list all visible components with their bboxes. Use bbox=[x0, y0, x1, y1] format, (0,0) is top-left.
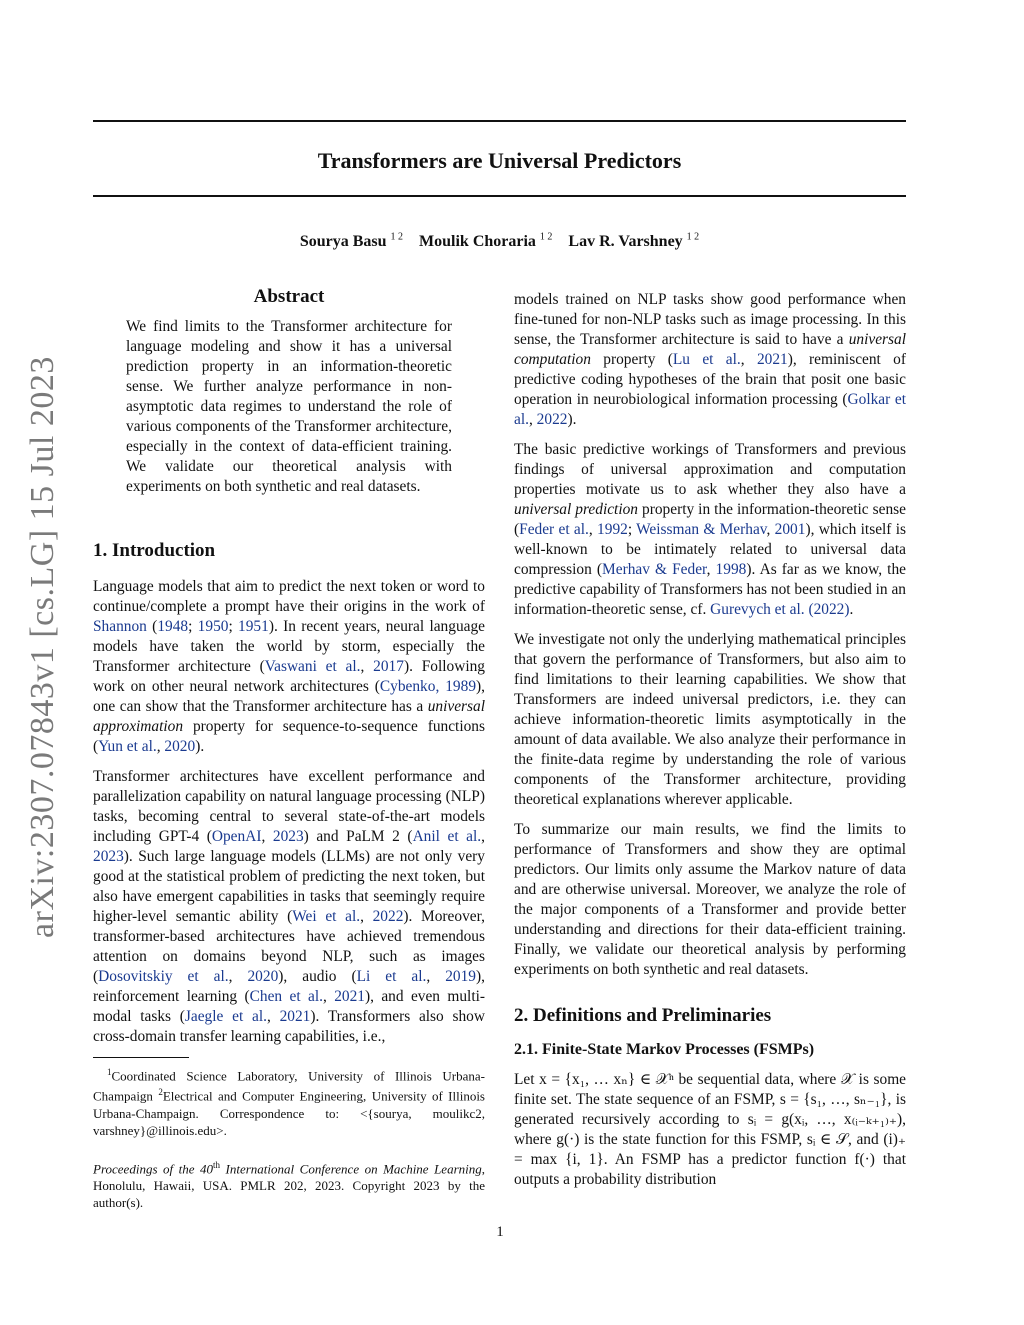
text: ) and PaLM 2 ( bbox=[303, 828, 413, 845]
text: ). Transformers also show cross-domain transfer learning capabilities, i.e., bbox=[93, 1008, 485, 1045]
text: property ( bbox=[590, 351, 673, 368]
citation-link[interactable]: 2019 bbox=[445, 968, 476, 985]
text: ), reminiscent of predictive coding hypotheses of the brain that posit one basic operation in neurobiological information processing ( bbox=[514, 351, 906, 408]
citation-link[interactable]: Cybenko, 1989 bbox=[379, 678, 477, 695]
math: s = {s₁, …, sₙ₋₁} bbox=[779, 1091, 888, 1108]
paper-title: Transformers are Universal Predictors bbox=[317, 148, 682, 173]
citation-link[interactable]: Dosovitskiy et al. bbox=[98, 968, 229, 985]
text: , bbox=[360, 658, 374, 675]
text: Electrical and Computer Engineering, University of Illinois Urbana-Champaign. Correspondence to: <{sourya, moulikc2, varshney}@illinois.edu>. bbox=[93, 1088, 485, 1138]
text: is some finite set. The state sequence of an FSMP, bbox=[514, 1071, 906, 1108]
citation-link[interactable]: 2021 bbox=[279, 1008, 311, 1025]
math: (i)₊ = max {i, 1} bbox=[514, 1131, 907, 1168]
citation-link[interactable]: Vaswani et al. bbox=[264, 658, 361, 675]
left-column bbox=[93, 287, 485, 1211]
text: . bbox=[849, 601, 854, 618]
text: property for sequence-to-sequence functions ( bbox=[93, 718, 485, 755]
math: sᵢ = g(xᵢ, …, x₍ᵢ₋ₖ₊₁₎₊) bbox=[747, 1111, 903, 1128]
citation-link[interactable]: 1948 bbox=[157, 618, 189, 635]
author-affiliation: 1 2 bbox=[390, 232, 404, 243]
citation-link[interactable]: Chen et al. bbox=[249, 988, 323, 1005]
footnote-mark: 1 bbox=[107, 1067, 112, 1077]
author bbox=[300, 233, 403, 250]
citation-link[interactable]: OpenAI bbox=[211, 828, 262, 845]
text: be sequential data, where bbox=[673, 1071, 841, 1088]
author bbox=[419, 233, 552, 250]
text: , bbox=[740, 351, 757, 368]
citation-link[interactable]: Gurevych et al. bbox=[710, 601, 805, 618]
footnote-rule bbox=[93, 1057, 189, 1058]
author-affiliation: 1 2 bbox=[539, 232, 553, 243]
text: , is generated recursively according to bbox=[514, 1091, 907, 1128]
citation-link[interactable]: 2022 bbox=[536, 411, 568, 428]
intro-paragraph-4 bbox=[514, 440, 906, 620]
citation-link[interactable]: Golkar et al. bbox=[514, 391, 907, 428]
intro-paragraph-2 bbox=[93, 767, 485, 1047]
page-number: 1 bbox=[496, 1224, 504, 1240]
intro-paragraph-5: We investigate not only the underlying mathematical principles that govern the performance of Transformers, but also aim to find limitations to their learning capabilities. We show that Transformers are indeed universal predictors, i.e. they can achieve information-theoretic limits asymptotically in the amount of data available. We also analyze their performance in the finite-data regime by understanding the role of various components of the Transformer architecture, providing theoretical explanations wherever applicable. bbox=[514, 631, 906, 808]
author-affiliation: 1 2 bbox=[686, 232, 700, 243]
text: , bbox=[360, 908, 373, 925]
text: , and bbox=[847, 1131, 884, 1148]
text: that outputs a probability distribution bbox=[514, 1151, 906, 1188]
text: , bbox=[261, 828, 273, 845]
arxiv-identifier-stamp: arXiv:2307.07843v1 [cs.LG] 15 Jul 2023 bbox=[24, 356, 61, 938]
citation-link[interactable]: 1998 bbox=[715, 561, 747, 578]
citation-link[interactable]: 2021 bbox=[756, 351, 788, 368]
text: ; bbox=[188, 618, 198, 635]
text: , bbox=[706, 561, 716, 578]
text: The basic predictive workings of Transformers and previous findings of universal approximation and computation properties motivate us to ask whether they also have a bbox=[514, 441, 906, 498]
citation-link[interactable]: 2023 bbox=[272, 828, 304, 845]
text: is the state function for this FSMP, bbox=[579, 1131, 807, 1148]
citation-link[interactable]: Merhav & Feder bbox=[602, 561, 707, 578]
emphasis: universal approximation bbox=[93, 698, 485, 735]
fsmp-paragraph bbox=[514, 1070, 906, 1190]
citation-link[interactable]: Anil et al. bbox=[412, 828, 482, 845]
superscript: th bbox=[213, 1159, 221, 1170]
fsmp-subheading: 2.1. Finite-State Markov Processes (FSMPs) bbox=[514, 1041, 815, 1058]
text: ). In recent years, neural language models have taken the world by storm, especially the Transformer architecture ( bbox=[93, 618, 486, 675]
text: ), reinforcement learning ( bbox=[93, 968, 485, 1005]
text: ). As far as we know, the predictive capability of Transformers has not been studied in an information-theoretic sense, cf. bbox=[514, 561, 906, 618]
text: Transformer architectures have excellent performance and parallelization capability on natural language processing (NLP) tasks, becoming central to several state-of-the-art models including GPT-4 ( bbox=[93, 768, 485, 845]
intro-paragraph-3 bbox=[514, 290, 906, 430]
citation-link[interactable]: Jaegle et al. bbox=[184, 1008, 267, 1025]
abstract-heading: Abstract bbox=[253, 286, 325, 307]
proceedings-note bbox=[93, 1157, 485, 1211]
emphasis: universal prediction bbox=[514, 501, 638, 518]
title-bottom-rule bbox=[93, 195, 906, 197]
text: ). Such large language models (LLMs) are not only very good at the statistical problem of predicting the next token, but also have emergent capabilities in tasks that seemingly require higher-level semantic ability ( bbox=[93, 848, 485, 925]
citation-link[interactable]: 2017 bbox=[373, 658, 404, 675]
emphasis: Proceedings of the 40 bbox=[93, 1160, 214, 1176]
math: 𝒳 bbox=[840, 1071, 855, 1088]
citation-link[interactable]: Weissman & Merhav bbox=[636, 521, 767, 538]
author-list bbox=[93, 232, 906, 251]
citation-link[interactable]: Lu et al. bbox=[672, 351, 741, 368]
text: , bbox=[266, 1008, 280, 1025]
text: ), and even multi-modal tasks ( bbox=[93, 988, 486, 1025]
citation-link[interactable]: Shannon bbox=[93, 618, 147, 635]
text: , where bbox=[514, 1111, 906, 1148]
emphasis: International Conference on Machine Learning bbox=[220, 1160, 482, 1176]
title-top-rule bbox=[93, 120, 906, 122]
right-column bbox=[514, 290, 906, 1200]
citation-link[interactable]: 2001 bbox=[774, 521, 806, 538]
text: . An FSMP has a predictor function bbox=[603, 1151, 855, 1168]
affiliation-footnote bbox=[93, 1064, 485, 1139]
text: ). Moreover, transformer-based architectures have achieved tremendous attention on domains beyond NLP, such as images ( bbox=[93, 908, 485, 985]
text: , bbox=[766, 521, 775, 538]
math: sᵢ ∈ 𝒮 bbox=[806, 1131, 848, 1148]
text: , Honolulu, Hawaii, USA. PMLR 202, 2023. Copyright 2023 by the author(s). bbox=[93, 1160, 485, 1210]
text: ), which itself is well-known to be intimately related to universal data compression ( bbox=[514, 521, 906, 578]
text: models trained on NLP tasks show good performance when fine-tuned for non-NLP tasks such as image processing. In this sense, the Transformer architecture is said to have a bbox=[514, 291, 906, 348]
citation-link[interactable]: Yun et al. bbox=[98, 738, 157, 755]
math: f(·) bbox=[854, 1151, 875, 1168]
text: , bbox=[481, 828, 485, 845]
text: ), one can show that the Transformer architecture has a bbox=[93, 678, 485, 715]
text: ( bbox=[146, 618, 158, 635]
citation-link[interactable]: (2022) bbox=[808, 601, 850, 618]
intro-paragraph-6: To summarize our main results, we find the limits to performance of Transformers and show they are optimal predictors. Our limits only assume the Markov nature of data and are otherwise universal. Moreover, we analyze the role of the major components of a Transformer and provide better understanding and directions for their data-efficient training. Finally, we validate our theoretical analysis by performing experiments on both synthetic and real datasets. bbox=[514, 821, 906, 978]
introduction-heading: 1. Introduction bbox=[93, 540, 216, 561]
text: ). bbox=[195, 738, 205, 755]
definitions-heading: 2. Definitions and Preliminaries bbox=[514, 1005, 772, 1026]
citation-link[interactable]: 2021 bbox=[334, 988, 365, 1005]
text: Language models that aim to predict the next token or word to continue/complete a prompt have their origins in the work of bbox=[93, 578, 485, 615]
text: ). bbox=[567, 411, 577, 428]
text: ), audio ( bbox=[278, 968, 357, 985]
footnote-mark: 2 bbox=[158, 1087, 163, 1098]
emphasis: universal computation bbox=[514, 331, 906, 368]
text: ; bbox=[228, 618, 239, 635]
text: ). Following work on other neural network architectures ( bbox=[93, 658, 485, 695]
text: Let bbox=[514, 1071, 540, 1088]
citation-link[interactable]: 2020 bbox=[247, 968, 279, 985]
citation-link[interactable]: 2023 bbox=[93, 848, 124, 865]
intro-paragraph-1 bbox=[93, 577, 485, 757]
math: x = {x₁, … xₙ} ∈ 𝒳ⁿ bbox=[539, 1071, 674, 1088]
text: property in the information-theoretic sense ( bbox=[514, 501, 906, 538]
citation-link[interactable]: 1951 bbox=[238, 618, 269, 635]
text: Coordinated Science Laboratory, University of Illinois Urbana-Champaign bbox=[93, 1068, 485, 1104]
citation-link[interactable]: Li et al. bbox=[356, 968, 427, 985]
author bbox=[568, 233, 699, 250]
citation-link[interactable]: 2020 bbox=[164, 738, 196, 755]
citation-link[interactable]: Wei et al. bbox=[292, 908, 361, 925]
text: , bbox=[588, 521, 598, 538]
author-name: Lav R. Varshney bbox=[568, 233, 683, 251]
text: ; bbox=[627, 521, 637, 538]
text: , bbox=[528, 411, 537, 428]
citation-link[interactable]: Feder et al. bbox=[519, 521, 589, 538]
text: , bbox=[228, 968, 248, 985]
text: , bbox=[322, 988, 335, 1005]
text: , bbox=[156, 738, 165, 755]
citation-link[interactable]: 1950 bbox=[197, 618, 229, 635]
abstract-text: We find limits to the Transformer architecture for language modeling and show it has a universal prediction property in an information-theoretic sense. We further analyze performance in non-asymptotic data regimes to understand the role of various components of the Transformer architecture, especially in the context of data-efficient training. We validate our theoretical analysis with experiments on both synthetic and real datasets. bbox=[126, 318, 452, 495]
author-name: Sourya Basu bbox=[299, 233, 387, 251]
text: , bbox=[426, 968, 446, 985]
math: g(·) bbox=[556, 1131, 580, 1148]
citation-link[interactable]: 1992 bbox=[597, 521, 628, 538]
citation-link[interactable]: 2022 bbox=[372, 908, 404, 925]
author-name: Moulik Choraria bbox=[419, 233, 536, 251]
